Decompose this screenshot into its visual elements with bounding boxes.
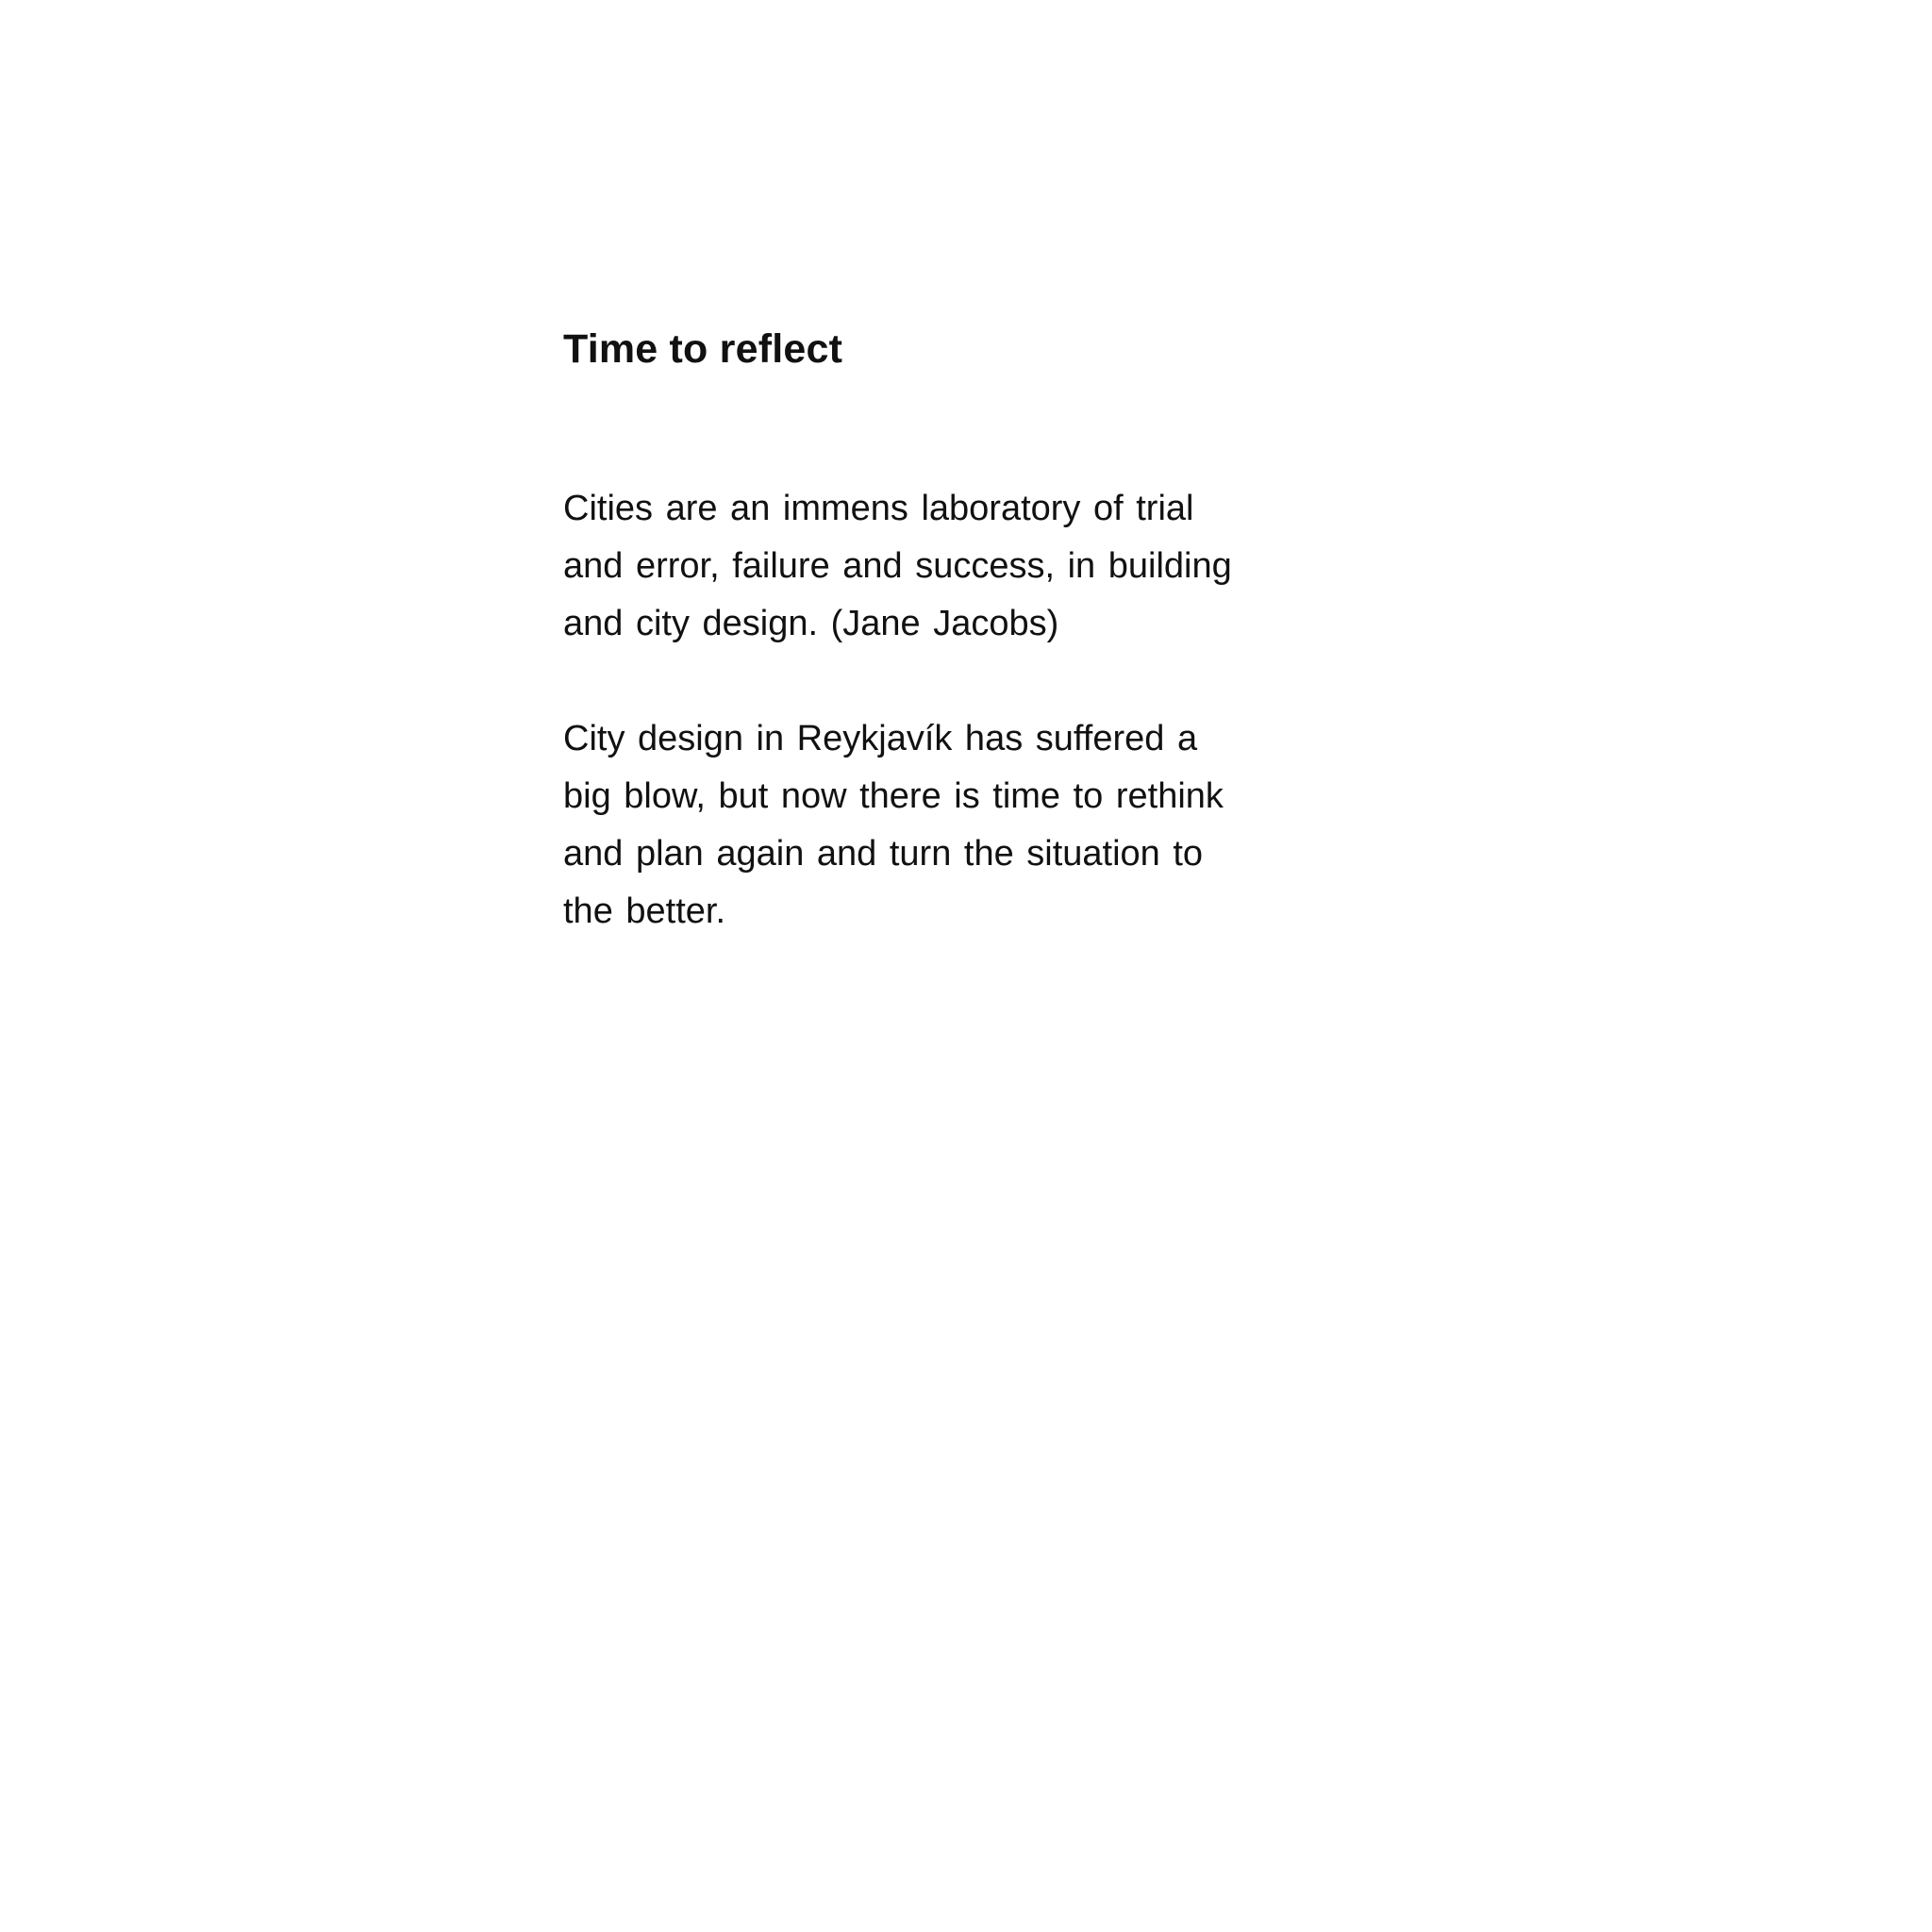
document-content bbox=[563, 321, 1299, 941]
paragraph-line: and error, failure and success, in building bbox=[563, 546, 1232, 586]
paragraph-line: and city design. (Jane Jacobs) bbox=[563, 604, 1059, 643]
paragraph-line: City design in Reykjavík has suffered a bbox=[563, 719, 1198, 758]
paragraph-line: big blow, but now there is time to rethink bbox=[563, 776, 1224, 816]
quote-paragraph bbox=[563, 480, 1299, 653]
paragraph-line: the better. bbox=[563, 891, 726, 931]
body-paragraph bbox=[563, 710, 1299, 941]
paragraph-line: Cities are an immens laboratory of trial bbox=[563, 489, 1194, 528]
paragraph-line: and plan again and turn the situation to bbox=[563, 834, 1204, 874]
document-title: Time to reflect bbox=[563, 326, 843, 372]
